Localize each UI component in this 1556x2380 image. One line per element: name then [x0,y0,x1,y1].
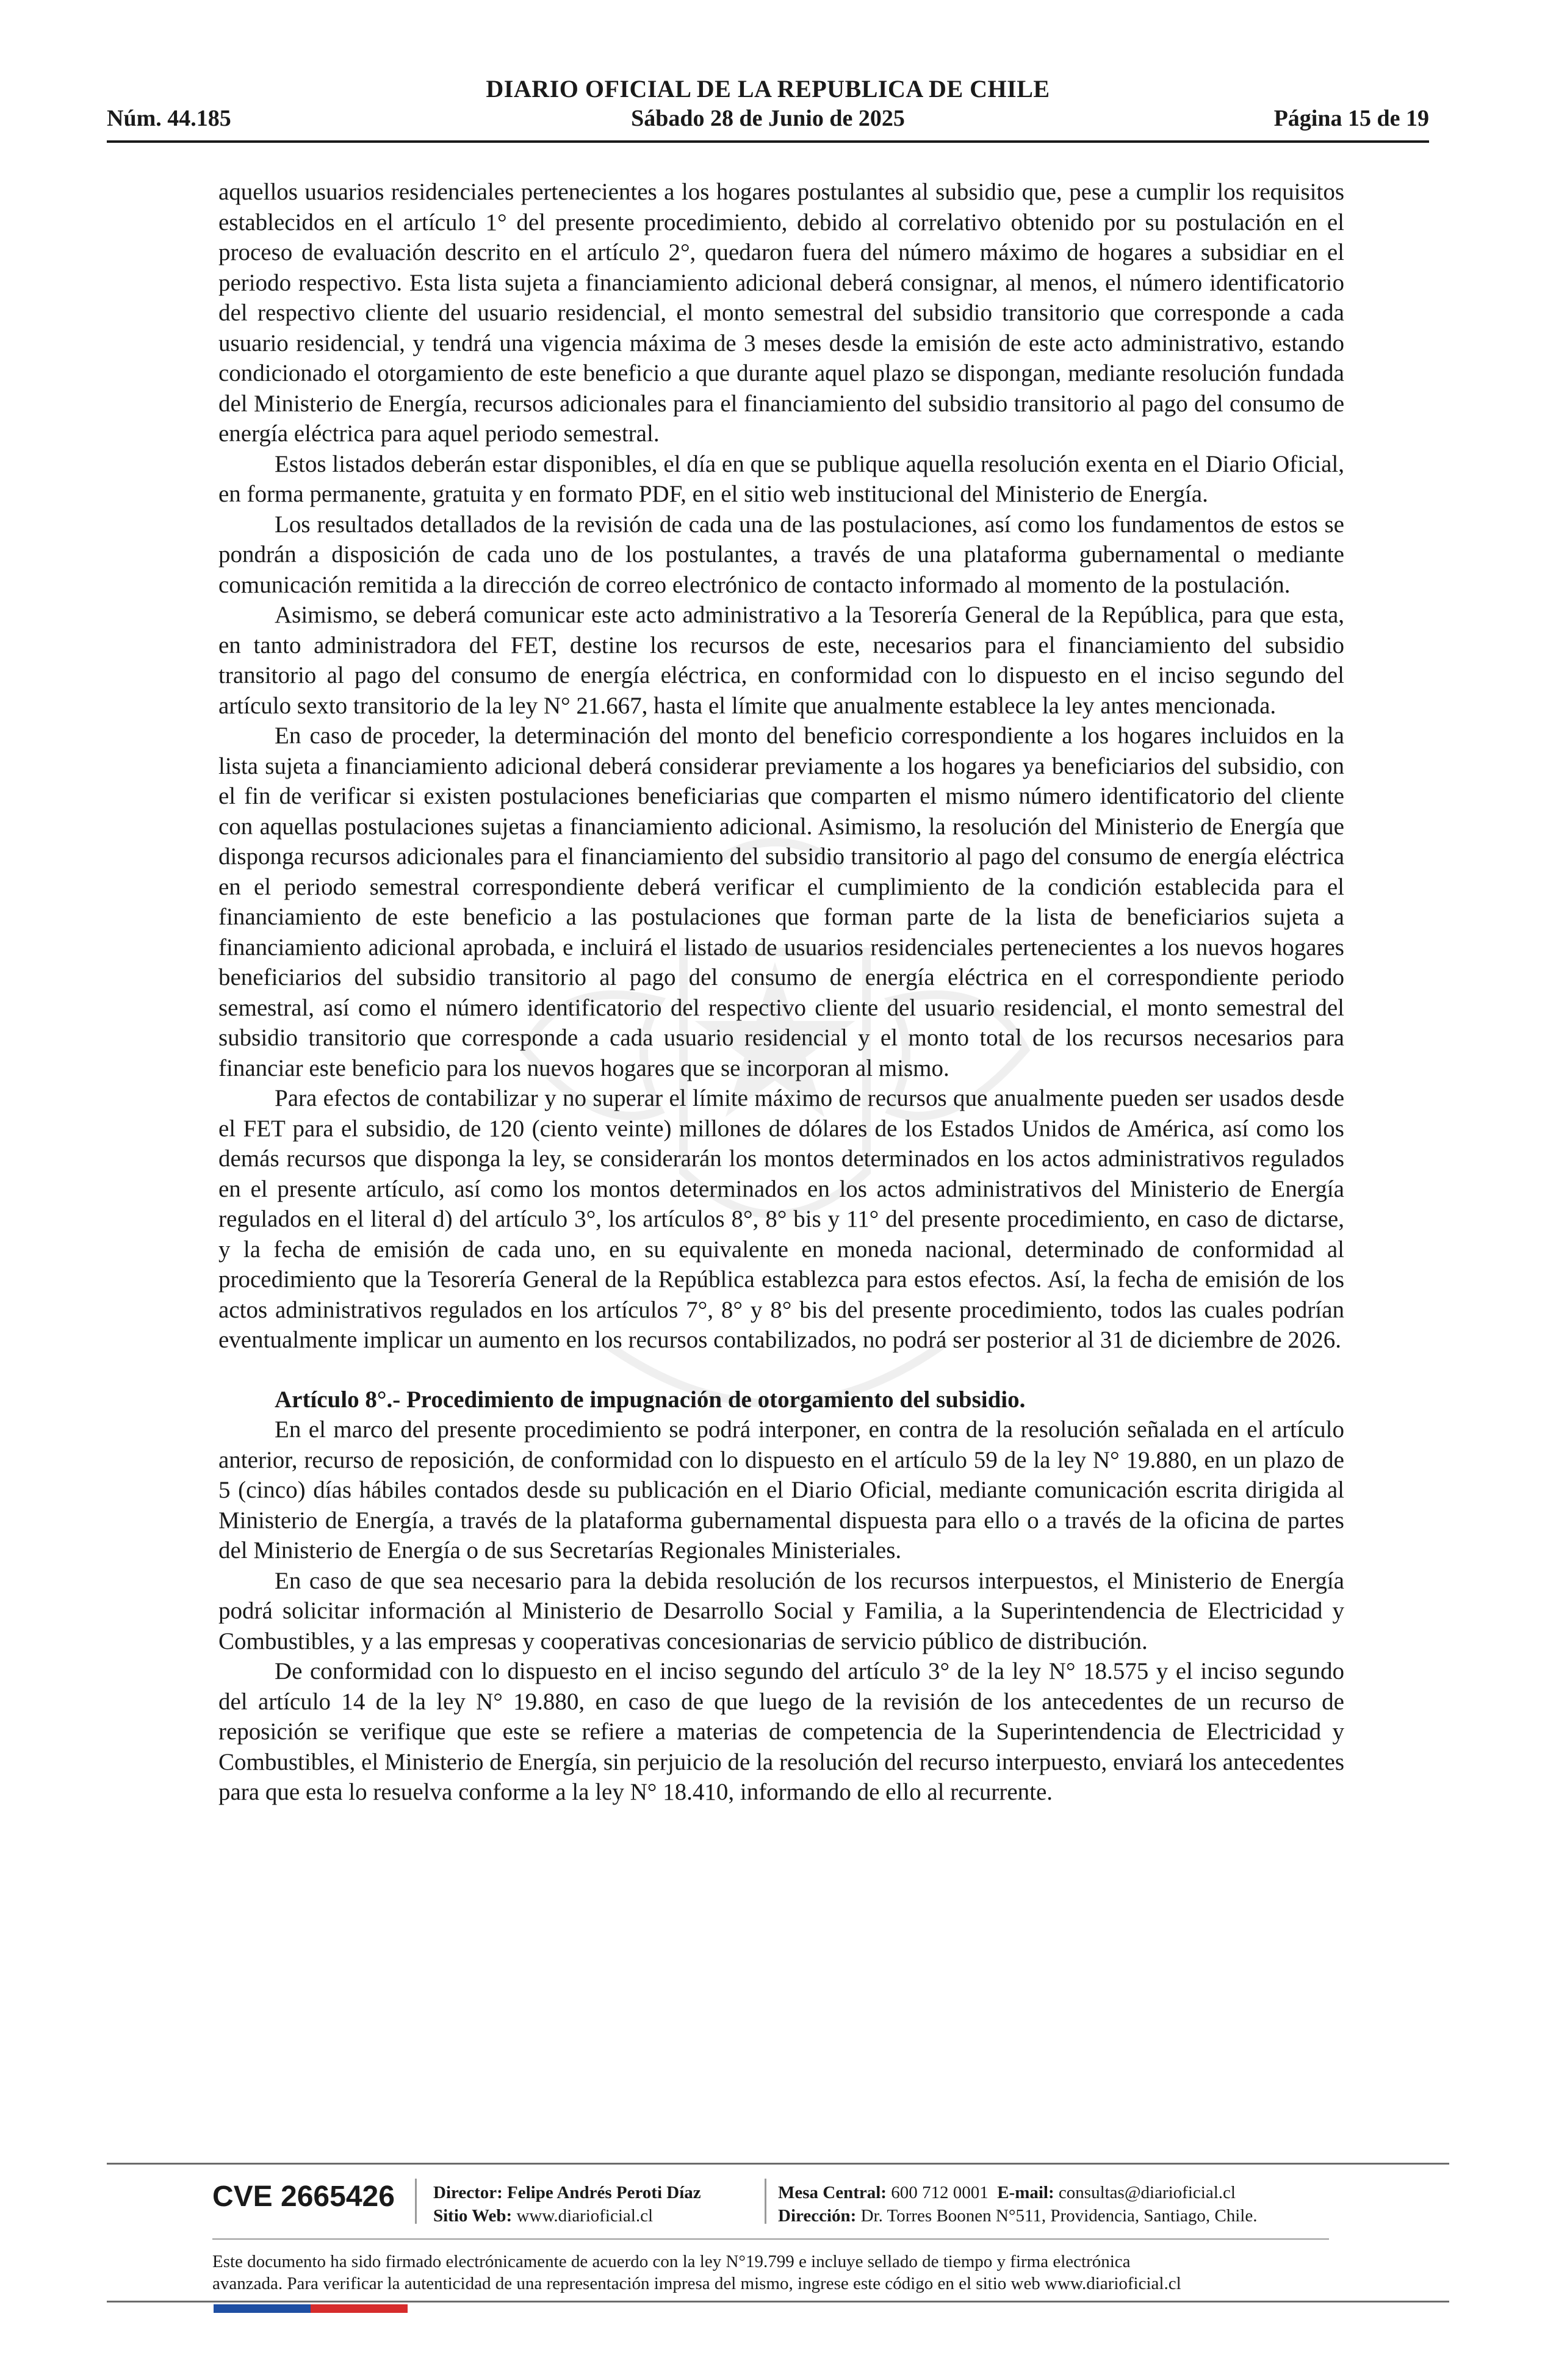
document-body [218,177,1344,1808]
phone-label: Mesa Central: [778,2183,887,2202]
paragraph: De conformidad con lo dispuesto en el inciso segundo del artículo 3° de la ley N° 18.575 y el inciso segundo del artículo 14 de la ley N° 19.880, en caso de que luego de la revisión de los antecedentes de un recurso de reposición se verifique que este se refiere a materias de competencia de la Superintendencia de Electricidad y Combustibles, el Ministerio de Energía, sin perjuicio de la resolución del recurso interpuesto, enviará los antecedentes para que esta lo resuelva conforme a la ley N° 18.410, informando de ello al recurrente. [218,1658,1344,1805]
website-link[interactable]: www.diarioficial.cl [516,2206,654,2226]
director-name: Felipe Andrés Peroti Díaz [507,2183,701,2202]
address-label: Dirección: [778,2206,857,2226]
paragraph: Estos listados deberán estar disponibles, el día en que se publique aquella resolución exenta en el Diario Oficial, en forma permanente, gratuita y en formato PDF, en el sitio web institucional del Ministerio de Energía. [218,450,1344,507]
flag-blue-segment [214,2304,311,2313]
paragraph: En el marco del presente procedimiento se podrá interponer, en contra de la resolución señalada en el artículo anterior, recurso de reposición, de conformidad con lo dispuesto en el artículo 59 de la ley N° 19.880, en un plazo de 5 (cinco) días hábiles contados desde su publicación en el Diario Oficial, mediante comunicación escrita dirigida al Ministerio de Energía, a través de la plataforma gubernamental dispuesta para ello o a través de la oficina de partes del Ministerio de Energía o de sus Secretarías Regionales Ministeriales. [218,1416,1344,1563]
article-heading: Artículo 8°.- Procedimiento de impugnación de otorgamiento del subsidio. [275,1386,1026,1413]
issue-date: Sábado 28 de Junio de 2025 [631,106,905,131]
page-number: Página 15 de 19 [1273,106,1429,131]
footer-director-block [433,2181,701,2227]
legal-line: Este documento ha sido firmado electrónicamente de acuerdo con la ley N°19.799 e incluye sellado de tiempo y firma electrónica [212,2252,1131,2271]
footer-bottom-divider [107,2301,1449,2302]
legal-notice [212,2251,1329,2295]
flag-red-segment [311,2304,408,2313]
paragraph: Los resultados detallados de la revisión de cada una de las postulaciones, así como los fundamentos de estos se pondrán a disposición de cada uno de los postulantes, a través de una plataforma gubernamental o mediante comunicación remitida a la dirección de correo electrónico de contacto informado al momento de la postulación. [218,511,1344,598]
director-label: Director: [433,2183,503,2202]
website-label: Sitio Web: [433,2206,513,2226]
email-label: E-mail: [997,2183,1054,2202]
paragraph: aquellos usuarios residenciales pertenecientes a los hogares postulantes al subsidio que, pese a cumplir los requisitos establecidos en el artículo 1° del presente procedimiento, debido al correlativo obtenido por su postulación en el proceso de evaluación descrito en el artículo 2°, quedaron fuera del número máximo de hogares a subsidiar en el periodo respectivo. Esta lista sujeta a financiamiento adicional deberá consignar, al menos, el número identificatorio del respectivo cliente del usuario residencial, el monto semestral del subsidio transitorio que corresponde a cada usuario residencial, y tendrá una vigencia máxima de 3 meses desde la emisión de este acto administrativo, estando condicionado el otorgamiento de este beneficio a que durante aquel plazo se dispongan, mediante resolución fundada del Ministerio de Energía, recursos adicionales para el financiamiento del subsidio transitorio al pago del consumo de energía eléctrica para aquel periodo semestral. [218,179,1344,447]
legal-line: avanzada. Para verificar la autenticidad de una representación impresa del mismo, ingrese este código en el sitio web www.diarioficial.cl [212,2274,1181,2293]
phone-number: 600 712 0001 [891,2183,989,2202]
footer-divider [107,2163,1449,2165]
publication-title: DIARIO OFICIAL DE LA REPUBLICA DE CHILE [486,75,1050,103]
footer-contact-block [778,2181,1257,2227]
header-divider [107,140,1429,143]
paragraph: En caso de que sea necesario para la debida resolución de los recursos interpuestos, el Ministerio de Energía podrá solicitar información al Ministerio de Desarrollo Social y Familia, a la Superintendencia de Electricidad y Combustibles, y a las empresas y cooperativas concesionarias de servicio público de distribución. [218,1567,1344,1654]
cve-code: CVE 2665426 [212,2180,395,2213]
footer-separator [765,2179,766,2224]
email-link[interactable]: consultas@diarioficial.cl [1058,2183,1236,2202]
page-header [107,74,1429,145]
footer-separator [415,2179,417,2224]
address-text: Dr. Torres Boonen N°511, Providencia, Santiago, Chile. [860,2206,1258,2226]
paragraph: Asimismo, se deberá comunicar este acto administrativo a la Tesorería General de la República, para que esta, en tanto administradora del FET, destine los recursos de este, necesarios para el financiamiento del subsidio transitorio al pago del consumo de energía eléctrica, en conformidad con lo dispuesto en el inciso segundo del artículo sexto transitorio de la ley N° 21.667, hasta el límite que anualmente establece la ley antes mencionada. [218,602,1344,719]
footer-inner-divider [212,2238,1329,2240]
issue-number: Núm. 44.185 [107,106,231,131]
paragraph: En caso de proceder, la determinación del monto del beneficio correspondiente a los hogares incluidos en la lista sujeta a financiamiento adicional deberá considerar previamente a los hogares ya beneficiarios del subsidio, con el fin de verificar si existen postulaciones beneficiarias que comparten el mismo número identificatorio del cliente con aquellas postulaciones sujetas a financiamiento adicional. Asimismo, la resolución del Ministerio de Energía que disponga recursos adicionales para el financiamiento del subsidio transitorio al pago del consumo de energía eléctrica en el periodo semestral correspondiente deberá verificar el cumplimiento de la condición establecida para el financiamiento de este beneficio a las postulaciones que forman parte de la lista de beneficiarios sujeta a financiamiento adicional aprobada, e incluirá el listado de usuarios residenciales pertenecientes a los nuevos hogares beneficiarios del subsidio transitorio al pago del consumo de energía eléctrica en el correspondiente periodo semestral, así como el número identificatorio del respectivo cliente del usuario residencial, el monto semestral del subsidio transitorio que corresponde a cada usuario residencial y el monto total de los recursos necesarios para financiar este beneficio para los nuevos hogares que se incorporan al mismo. [218,723,1344,1081]
chile-flag-stripe [214,2304,408,2313]
paragraph: Para efectos de contabilizar y no superar el límite máximo de recursos que anualmente pueden ser usados desde el FET para el subsidio, de 120 (ciento veinte) millones de dólares de los Estados Unidos de América, así como los demás recursos que disponga la ley, se considerarán los montos determinados en los actos administrativos regulados en el presente artículo, así como los montos determinados en los actos administrativos del Ministerio de Energía regulados en el literal d) del artículo 3°, los artículos 8°, 8° bis y 11° del presente procedimiento, en caso de dictarse, y la fecha de emisión de cada uno, en su equivalente en moneda nacional, determinado de conformidad al procedimiento que la Tesorería General de la República establezca para estos efectos. Así, la fecha de emisión de los actos administrativos regulados en los artículos 7°, 8° y 8° bis del presente procedimiento, todos las cuales podrían eventualmente implicar un aumento en los recursos contabilizados, no podrá ser posterior al 31 de diciembre de 2026. [218,1085,1344,1353]
